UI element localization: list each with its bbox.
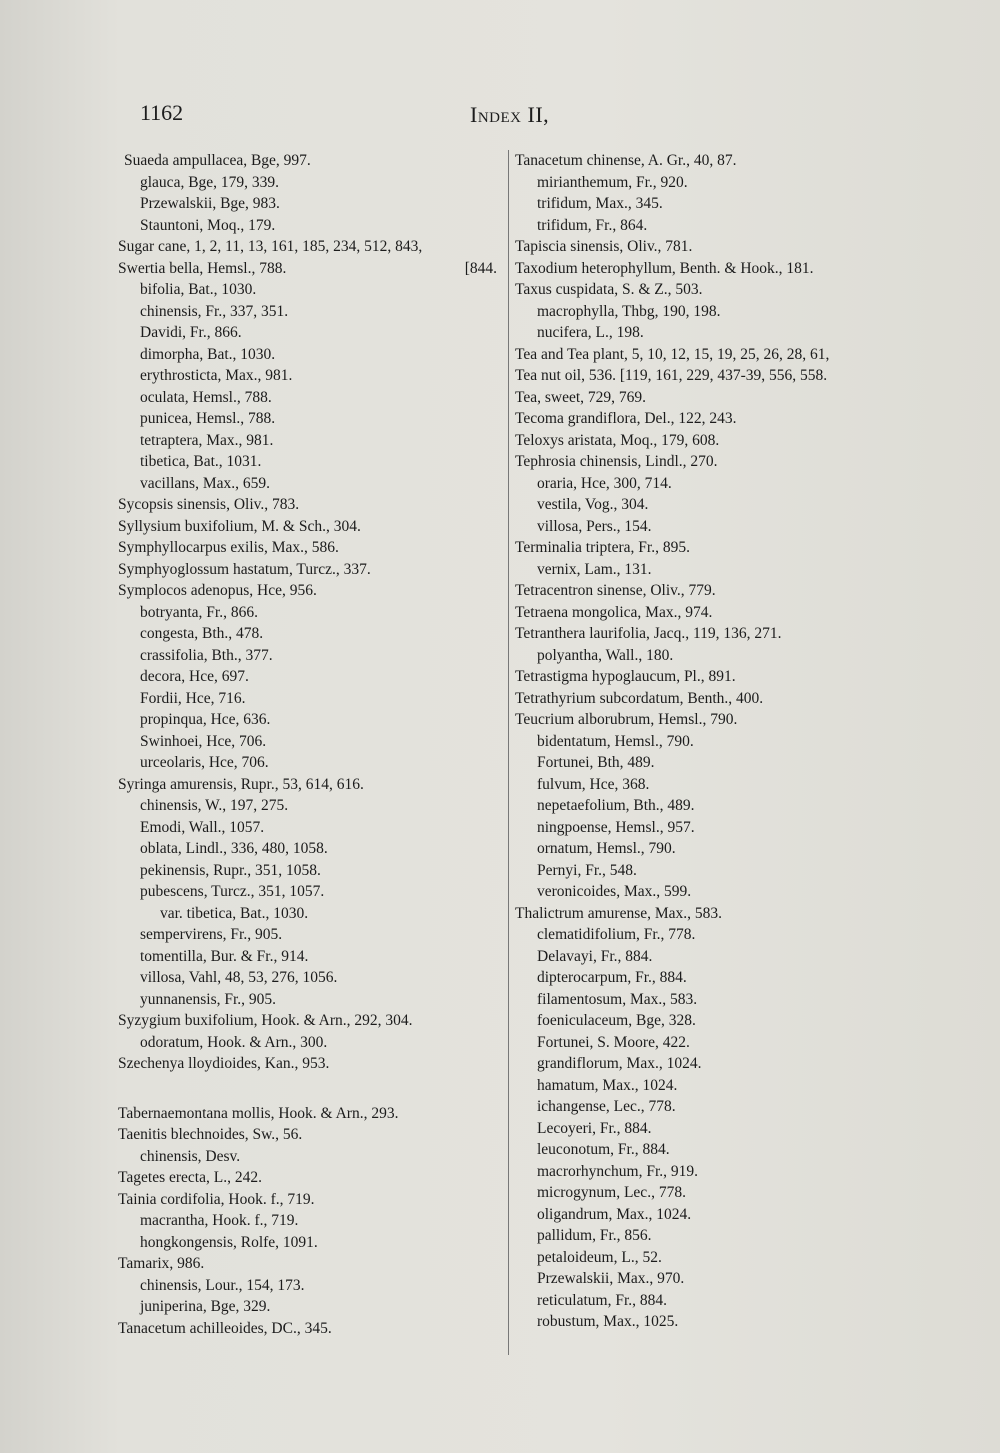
- index-subentry: [515, 1311, 895, 1333]
- index-subentry: [515, 924, 895, 946]
- entry-text: Symphyoglossum hastatum, Turcz., 337.: [118, 560, 371, 578]
- index-subentry: [118, 688, 503, 710]
- index-subentry: [118, 344, 503, 366]
- index-subentry: [515, 1290, 895, 1312]
- entry-text: erythrosticta, Max., 981.: [140, 367, 293, 384]
- index-subentry: [515, 494, 895, 516]
- entry-text: Pernyi, Fr., 548.: [537, 861, 637, 879]
- index-subentry: [118, 989, 503, 1011]
- index-entry: [118, 580, 503, 602]
- index-subentry: [118, 967, 503, 989]
- index-entry: [118, 774, 503, 796]
- entry-text: microgynum, Lec., 778.: [537, 1184, 686, 1201]
- entry-text: Tapiscia sinensis, Oliv., 781.: [515, 238, 693, 255]
- entry-text: Tabernaemontana mollis, Hook. & Arn., 293.: [118, 1104, 399, 1122]
- entry-text: yunnanensis, Fr., 905.: [140, 990, 277, 1008]
- index-entry: [515, 537, 895, 559]
- entry-text: Taxus cuspidata, S. & Z., 503.: [515, 281, 703, 298]
- index-entry: [515, 451, 895, 473]
- index-subentry: [515, 645, 895, 667]
- index-entry: [118, 1189, 503, 1211]
- index-subentry: [515, 1053, 895, 1075]
- index-subentry: [118, 645, 503, 667]
- entry-text: Fordii, Hce, 716.: [140, 689, 246, 707]
- entry-text: Terminalia triptera, Fr., 895.: [515, 539, 690, 556]
- entry-text: urceolaris, Hce, 706.: [140, 754, 269, 771]
- entry-text: reticulatum, Fr., 884.: [537, 1291, 668, 1309]
- entry-text: villosa, Pers., 154.: [537, 517, 652, 535]
- entry-text: pekinensis, Rupr., 351, 1058.: [140, 861, 321, 879]
- index-subentry: [515, 1204, 895, 1226]
- index-subentry: [515, 172, 895, 194]
- index-subentry: [515, 838, 895, 860]
- index-subentry: [118, 387, 503, 409]
- index-subentry: [118, 924, 503, 946]
- index-subentry: [118, 408, 503, 430]
- index-subentry: [118, 1146, 503, 1168]
- entry-text: Tetrathyrium subcordatum, Benth., 400.: [515, 689, 764, 707]
- entry-text: Emodi, Wall., 1057.: [140, 818, 265, 836]
- entry-text: tomentilla, Bur. & Fr., 914.: [140, 947, 309, 965]
- entry-text: grandiflorum, Max., 1024.: [537, 1055, 702, 1072]
- index-entry: [118, 1318, 503, 1340]
- index-subentry: [515, 1268, 895, 1290]
- index-subentry: [515, 1161, 895, 1183]
- entry-text: juniperina, Bge, 329.: [140, 1298, 271, 1315]
- entry-text: Fortunei, S. Moore, 422.: [537, 1033, 690, 1051]
- index-subentry: [515, 1225, 895, 1247]
- index-column-right: [515, 150, 895, 1333]
- entry-text: Sugar cane, 1, 2, 11, 13, 161, 185, 234, 512, 843,: [118, 238, 423, 255]
- entry-text: bidentatum, Hemsl., 790.: [537, 732, 694, 750]
- index-entry: [118, 1053, 503, 1075]
- entry-text: punicea, Hemsl., 788.: [140, 410, 276, 427]
- entry-text: Tetraena mongolica, Max., 974.: [515, 603, 713, 621]
- entry-text: bifolia, Bat., 1030.: [140, 281, 257, 298]
- entry-text: Delavayi, Fr., 884.: [537, 947, 653, 965]
- entry-text: trifidum, Max., 345.: [537, 195, 663, 212]
- index-subentry: [118, 1275, 503, 1297]
- index-subentry: [118, 602, 503, 624]
- index-entry: [515, 150, 895, 172]
- index-subentry: [515, 989, 895, 1011]
- entry-text: crassifolia, Bth., 377.: [140, 646, 273, 664]
- index-subentry: [118, 322, 503, 344]
- entry-text: Syzygium buxifolium, Hook. & Arn., 292, 304.: [118, 1012, 413, 1029]
- entry-text: congesta, Bth., 478.: [140, 625, 264, 642]
- entry-text: filamentosum, Max., 583.: [537, 990, 698, 1008]
- index-subentry: [118, 946, 503, 968]
- entry-text: Syringa amurensis, Rupr., 53, 614, 616.: [118, 775, 364, 793]
- entry-text: ornatum, Hemsl., 790.: [537, 840, 676, 857]
- index-entry: [118, 1010, 503, 1032]
- entry-text: Tanacetum achilleoides, DC., 345.: [118, 1319, 332, 1337]
- index-entry: [515, 236, 895, 258]
- column-divider: [508, 150, 509, 1355]
- index-subentry: [515, 215, 895, 237]
- index-subentry: [118, 709, 503, 731]
- page-number: 1162: [140, 100, 184, 125]
- index-subentry: [118, 1232, 503, 1254]
- index-entry: [515, 258, 895, 280]
- entry-text: var. tibetica, Bat., 1030.: [160, 904, 309, 922]
- entry-text: Taenitis blechnoides, Sw., 56.: [118, 1126, 303, 1143]
- index-entry: [118, 1103, 503, 1125]
- index-subentry: [515, 731, 895, 753]
- index-subentry: [118, 795, 503, 817]
- index-subentry: [515, 559, 895, 581]
- index-entry: [515, 666, 895, 688]
- entry-text: Symphyllocarpus exilis, Max., 586.: [118, 539, 339, 556]
- index-subentry: [118, 215, 503, 237]
- index-entry: [515, 408, 895, 430]
- entry-text: macrorhynchum, Fr., 919.: [537, 1162, 699, 1180]
- entry-text: ningpoense, Hemsl., 957.: [537, 818, 695, 836]
- entry-text: Tecoma grandiflora, Del., 122, 243.: [515, 410, 737, 427]
- index-subentry: [515, 774, 895, 796]
- entry-text: Szechenya lloydioides, Kan., 953.: [118, 1055, 330, 1072]
- index-subentry: [515, 1139, 895, 1161]
- entry-text: dipterocarpum, Fr., 884.: [537, 969, 687, 986]
- entry-text: Tetranthera laurifolia, Jacq., 119, 136, 271.: [515, 625, 782, 642]
- entry-text: Taxodium heterophyllum, Benth. & Hook., 181.: [515, 259, 814, 277]
- index-subentry: [515, 881, 895, 903]
- index-subentry: [515, 817, 895, 839]
- entry-text: leuconotum, Fr., 884.: [537, 1141, 670, 1158]
- entry-text: robustum, Max., 1025.: [537, 1313, 679, 1330]
- index-entry: [118, 559, 503, 581]
- index-entry: [515, 903, 895, 925]
- entry-text: Thalictrum amurense, Max., 583.: [515, 904, 723, 922]
- index-entry: [515, 602, 895, 624]
- entry-text: pallidum, Fr., 856.: [537, 1227, 652, 1244]
- index-entry: [118, 537, 503, 559]
- index-subentry: [515, 301, 895, 323]
- index-subentry: [515, 473, 895, 495]
- index-subentry: [118, 881, 503, 903]
- entry-text: vestila, Vog., 304.: [537, 496, 649, 513]
- entry-text: dimorpha, Bat., 1030.: [140, 345, 276, 363]
- index-entry: [118, 1167, 503, 1189]
- entry-text: veronicoides, Max., 599.: [537, 883, 692, 900]
- entry-text: Swinhoei, Hce, 706.: [140, 732, 267, 750]
- entry-text: Fortunei, Bth, 489.: [537, 754, 655, 771]
- entry-text: Syllysium buxifolium, M. & Sch., 304.: [118, 517, 361, 535]
- index-subentry: [515, 967, 895, 989]
- entry-text: decora, Hce, 697.: [140, 668, 249, 685]
- entry-text: pubescens, Turcz., 351, 1057.: [140, 883, 325, 900]
- index-subentry: [515, 193, 895, 215]
- index-subentry: [515, 1247, 895, 1269]
- index-entry: [118, 258, 503, 280]
- index-entry: [515, 623, 895, 645]
- index-subentry: [118, 623, 503, 645]
- entry-text: chinensis, Desv.: [140, 1147, 241, 1165]
- index-subentry: [118, 279, 503, 301]
- entry-text: macrophylla, Thbg, 190, 198.: [537, 302, 721, 320]
- entry-text: Tetracentron sinense, Oliv., 779.: [515, 582, 716, 599]
- entry-text: Teucrium alborubrum, Hemsl., 790.: [515, 711, 738, 728]
- index-entry: [515, 430, 895, 452]
- entry-text: Suaeda ampullacea, Bge, 997.: [124, 152, 311, 169]
- entry-text: Teloxys aristata, Moq., 179, 608.: [515, 431, 720, 449]
- index-subentry: [515, 1182, 895, 1204]
- entry-text: hamatum, Max., 1024.: [537, 1076, 678, 1094]
- entry-text: Tephrosia chinensis, Lindl., 270.: [515, 453, 718, 470]
- index-subentry: [515, 860, 895, 882]
- entry-text: vernix, Lam., 131.: [537, 560, 652, 578]
- index-entry: [118, 236, 503, 258]
- entry-text: Lecoyeri, Fr., 884.: [537, 1119, 652, 1137]
- index-subentry: [515, 946, 895, 968]
- entry-text: vacillans, Max., 659.: [140, 474, 271, 492]
- entry-text: Symplocos adenopus, Hce, 956.: [118, 582, 317, 599]
- entry-text: nucifera, L., 198.: [537, 324, 644, 341]
- entry-text: Tainia cordifolia, Hook. f., 719.: [118, 1190, 315, 1208]
- entry-text: Tagetes erecta, L., 242.: [118, 1169, 262, 1186]
- entry-text: Sycopsis sinensis, Oliv., 783.: [118, 496, 300, 513]
- entry-text: sempervirens, Fr., 905.: [140, 926, 283, 943]
- entry-text: oraria, Hce, 300, 714.: [537, 474, 672, 492]
- index-subentry: [118, 838, 503, 860]
- entry-text: Davidi, Fr., 866.: [140, 324, 242, 341]
- index-entry: [515, 344, 895, 366]
- entry-text: Tamarix, 986.: [118, 1255, 205, 1272]
- entry-text: ichangense, Lec., 778.: [537, 1098, 676, 1115]
- entry-text: botryanta, Fr., 866.: [140, 603, 258, 621]
- index-subentry: [118, 903, 503, 925]
- index-subentry: [118, 365, 503, 387]
- entry-continuation: [844.: [464, 259, 497, 277]
- index-subentry: [118, 172, 503, 194]
- index-subentry: [515, 752, 895, 774]
- index-entry: [515, 688, 895, 710]
- entry-text: chinensis, Fr., 337, 351.: [140, 302, 289, 320]
- entry-text: Tea and Tea plant, 5, 10, 12, 15, 19, 25, 26, 28, 61,: [515, 345, 830, 363]
- index-entry: [515, 387, 895, 409]
- index-entry: [118, 494, 503, 516]
- entry-text: Tea nut oil, 536. [119, 161, 229, 437-39, 556, 558.: [515, 367, 828, 384]
- index-subentry: [118, 1296, 503, 1318]
- index-subentry: [515, 516, 895, 538]
- index-subentry: [118, 860, 503, 882]
- entry-text: Tetrastigma hypoglaucum, Pl., 891.: [515, 668, 736, 685]
- index-subentry: [118, 752, 503, 774]
- index-subentry: [118, 430, 503, 452]
- entry-text: macrantha, Hook. f., 719.: [140, 1212, 299, 1229]
- index-entry: [515, 580, 895, 602]
- index-entry: [118, 516, 503, 538]
- index-subentry: [515, 1096, 895, 1118]
- index-subentry: [515, 1010, 895, 1032]
- index-subentry: [515, 795, 895, 817]
- entry-text: tibetica, Bat., 1031.: [140, 453, 262, 470]
- index-subentry: [118, 451, 503, 473]
- entry-text: chinensis, Lour., 154, 173.: [140, 1276, 305, 1294]
- entry-text: tetraptera, Max., 981.: [140, 431, 274, 449]
- entry-text: villosa, Vahl, 48, 53, 276, 1056.: [140, 969, 338, 986]
- entry-text: glauca, Bge, 179, 339.: [140, 173, 280, 191]
- index-subentry: [515, 1032, 895, 1054]
- entry-text: Tea, sweet, 729, 769.: [515, 388, 647, 406]
- entry-text: chinensis, W., 197, 275.: [140, 797, 289, 814]
- entry-text: petaloideum, L., 52.: [537, 1248, 662, 1266]
- index-subentry: [118, 1210, 503, 1232]
- index-entry: [515, 279, 895, 301]
- entry-text: Przewalskii, Bge, 983.: [140, 195, 280, 212]
- index-subentry: [515, 1075, 895, 1097]
- entry-text: oblata, Lindl., 336, 480, 1058.: [140, 840, 328, 857]
- index-subentry: [118, 473, 503, 495]
- index-subentry: [118, 1032, 503, 1054]
- entry-text: oculata, Hemsl., 788.: [140, 388, 272, 406]
- running-head: Index II,: [470, 102, 550, 127]
- index-subentry: [118, 817, 503, 839]
- entry-text: Przewalskii, Max., 970.: [537, 1270, 685, 1287]
- entry-text: Swertia bella, Hemsl., 788.: [118, 259, 287, 277]
- entry-text: Tanacetum chinense, A. Gr., 40, 87.: [515, 152, 737, 169]
- entry-text: Stauntoni, Moq., 179.: [140, 216, 276, 234]
- entry-text: propinqua, Hce, 636.: [140, 711, 271, 728]
- entry-text: clematidifolium, Fr., 778.: [537, 926, 696, 943]
- entry-text: mirianthemum, Fr., 920.: [537, 173, 688, 191]
- entry-text: trifidum, Fr., 864.: [537, 216, 648, 234]
- index-column-left: [118, 150, 503, 1339]
- entry-text: oligandrum, Max., 1024.: [537, 1205, 692, 1223]
- section-gap: [118, 1075, 503, 1103]
- entry-text: odoratum, Hook. & Arn., 300.: [140, 1033, 328, 1051]
- index-subentry: [515, 322, 895, 344]
- entry-text: foeniculaceum, Bge, 328.: [537, 1012, 696, 1029]
- index-subentry: [118, 193, 503, 215]
- index-entry: [515, 709, 895, 731]
- index-entry: [118, 1124, 503, 1146]
- entry-text: polyantha, Wall., 180.: [537, 646, 674, 664]
- index-subentry: [118, 301, 503, 323]
- entry-text: fulvum, Hce, 368.: [537, 775, 650, 793]
- index-entry: [118, 1253, 503, 1275]
- index-subentry: [515, 1118, 895, 1140]
- index-entry: [118, 150, 503, 172]
- entry-text: nepetaefolium, Bth., 489.: [537, 797, 695, 814]
- entry-text: hongkongensis, Rolfe, 1091.: [140, 1233, 318, 1251]
- index-entry: [515, 365, 895, 387]
- index-subentry: [118, 731, 503, 753]
- index-subentry: [118, 666, 503, 688]
